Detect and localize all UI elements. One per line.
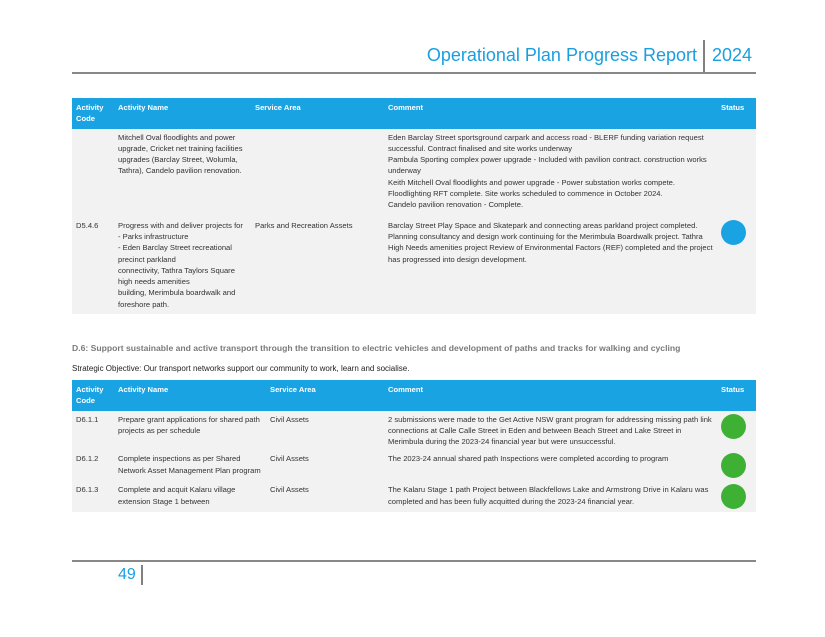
col-activity-code: Activity Code — [72, 380, 114, 411]
table-row — [72, 129, 756, 217]
col-activity-name: Activity Name — [114, 98, 251, 129]
activity-code — [72, 129, 114, 217]
activity-table-d6 — [72, 380, 756, 512]
status-cell — [717, 481, 756, 512]
footer-divider — [141, 565, 143, 585]
col-activity-name: Activity Name — [114, 380, 266, 411]
col-status: Status — [717, 98, 756, 129]
service-area: Civil Assets — [266, 411, 384, 451]
col-activity-code: Activity Code — [72, 98, 114, 129]
service-area: Parks and Recreation Assets — [251, 217, 384, 314]
strategic-objective: Strategic Objective: Our transport networks support our community to work, learn and socialise. — [72, 364, 410, 373]
col-service-area: Service Area — [251, 98, 384, 129]
table-row — [72, 411, 756, 451]
status-indicator-green — [721, 484, 746, 509]
status-cell — [717, 217, 756, 314]
report-title: Operational Plan Progress Report — [426, 45, 697, 65]
comment: Barclay Street Play Space and Skatepark and connecting areas parkland project completed. Planning consultancy and design work continuing for the Merimbula Boardwalk project. Tathra High Needs amenities project Review of Environmental Factors (REF) completed and the project has progressed into design development. — [384, 217, 717, 314]
activity-name: Complete inspections as per Shared Network Asset Management Plan program — [114, 450, 266, 481]
comment: Eden Barclay Street sportsground carpark and access road - BLERF funding variation request successful. Contract finalised and site works underway Pambula Sporting complex power upgrade - Included with pavilion contract. construction works underway Keith Mitchell Oval floodlights and power upgrade - Power substation works compete. Floodlighting RFT complete. Site works scheduled to commence in October 2024. Candelo pavilion renovation - Complete. — [384, 129, 717, 217]
comment: The Kalaru Stage 1 path Project between Blackfellows Lake and Armstrong Drive in Kalaru was completed and has been fully acquitted during the 2023-24 financial year. — [384, 481, 717, 512]
comment: 2 submissions were made to the Get Active NSW grant program for addressing missing path link connections at Calle Calle Street in Eden and between Beach Street and Lake Street in Merimbula during the 2023-24 financial year but were unsuccessful. — [384, 411, 717, 451]
service-area — [251, 129, 384, 217]
table-header-row — [72, 380, 756, 411]
activity-code: D5.4.6 — [72, 217, 114, 314]
table-row — [72, 481, 756, 512]
table-row — [72, 217, 756, 314]
activity-name: Complete and acquit Kalaru village extension Stage 1 between — [114, 481, 266, 512]
activity-code: D6.1.1 — [72, 411, 114, 451]
page-number: 49 — [118, 566, 136, 583]
footer-rule — [72, 560, 756, 562]
table-row — [72, 450, 756, 481]
col-status: Status — [717, 380, 756, 411]
table-header-row — [72, 98, 756, 129]
service-area: Civil Assets — [266, 450, 384, 481]
comment: The 2023-24 annual shared path Inspections were completed according to program — [384, 450, 717, 481]
status-indicator-green — [721, 414, 746, 439]
section-heading: D.6: Support sustainable and active transport through the transition to electric vehicles and development of paths and tracks for walking and cycling — [72, 343, 681, 353]
activity-table-d5 — [72, 98, 756, 314]
status-cell — [717, 411, 756, 451]
col-service-area: Service Area — [266, 380, 384, 411]
activity-code: D6.1.3 — [72, 481, 114, 512]
status-indicator-green — [721, 453, 746, 478]
header-rule — [72, 72, 756, 74]
service-area: Civil Assets — [266, 481, 384, 512]
status-cell — [717, 129, 756, 217]
report-year: 2024 — [712, 45, 753, 65]
activity-name: Prepare grant applications for shared path projects as per schedule — [114, 411, 266, 451]
status-cell — [717, 450, 756, 481]
activity-code: D6.1.2 — [72, 450, 114, 481]
activity-name: Progress with and deliver projects for - Parks infrastructure - Eden Barclay Street recreational precinct parkland connectivity, Tathra Taylors Square high needs amenities building, Merimbula boardwalk and foreshore path. — [114, 217, 251, 314]
header-divider — [703, 40, 705, 72]
activity-name: Mitchell Oval floodlights and power upgrade, Cricket net training facilities upgrades (Barclay Street, Wolumla, Tathra), Candelo pavilion renovation. — [114, 129, 251, 217]
status-indicator-blue — [721, 220, 746, 245]
col-comment: Comment — [384, 380, 717, 411]
col-comment: Comment — [384, 98, 717, 129]
